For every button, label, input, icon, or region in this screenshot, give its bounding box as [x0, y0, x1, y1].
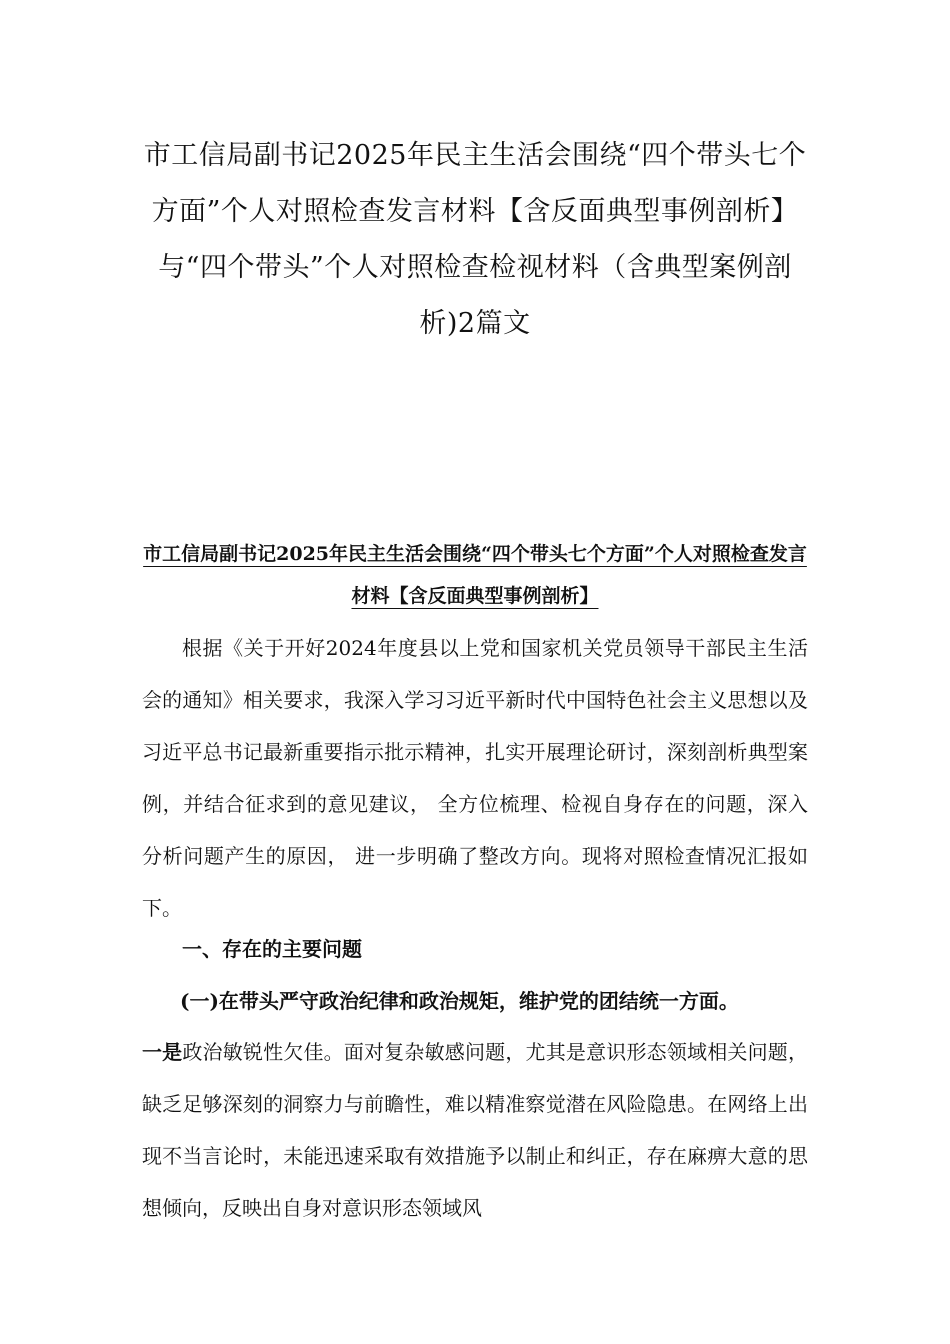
intro-paragraph: 根据《关于开好2024年度县以上党和国家机关党员领导干部民主生活会的通知》相关要求，我深入学习习近平新时代中国特色社会主义思想以及习近平总书记最新重要指示批示精神，扎实开展理论研讨，深刻剖析典型案例，并结合征求到的意见建议， 全方位梳理、检视自身存在的问题，深入分析问题产生的原因， 进一步明确了整改方向。现将对照检查情况汇报如下。 — [142, 636, 808, 920]
section-title: 市工信局副书记2025年民主生活会围绕“四个带头七个方面”个人对照检查发言材料【含反面典型事例剖析】 — [143, 543, 807, 607]
heading-level-2: (一)在带头严守政治纪律和政治规矩，维护党的团结统一方面。 — [180, 989, 739, 1013]
heading-level-1: 一、存在的主要问题 — [182, 937, 362, 961]
main-title: 市工信局副书记2025年民主生活会围绕“四个带头七个方面”个人对照检查发言材料【含反面典型事例剖析】与“四个带头”个人对照检查检视材料（含典型案例剖析)2篇文 — [143, 140, 807, 339]
issue-text: 政治敏锐性欠佳。面对复杂敏感问题，尤其是意识形态领域相关问题，缺乏足够深刻的洞察力与前瞻性，难以精准察觉潜在风险隐患。在网络上出现不当言论时，未能迅速采取有效措施予以制止和纠正，存在麻痹大意的思想倾向，反映出自身对意识形态领域风 — [142, 1040, 808, 1220]
issue-paragraph — [142, 1026, 808, 1234]
issue-lead: 一是 — [142, 1040, 183, 1064]
